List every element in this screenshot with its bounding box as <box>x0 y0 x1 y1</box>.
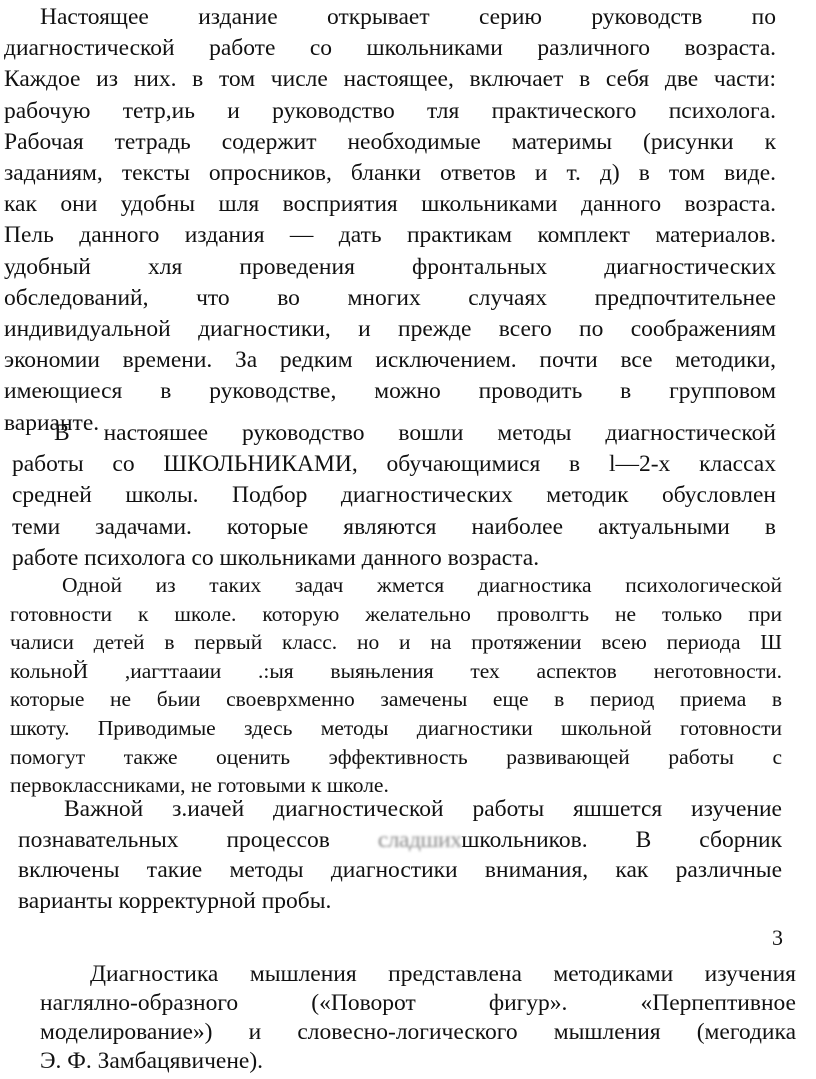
text-line: работы со ШКОЛЬНИКАМИ, обучающимися в l—2-х классах <box>12 451 776 478</box>
text-line: теми задачами. которые являются наиболее актуальными в <box>12 513 776 540</box>
paragraph-scope <box>12 418 776 574</box>
text-line: моделирование») и словесно-логического мышления (мегодика <box>40 1019 796 1045</box>
text-line: помогут также оценить эффективность развивающей работы с <box>10 744 782 769</box>
text-line: которые не бьии своеврхменно замечены еще в период приема в <box>10 687 782 712</box>
paragraph-intro <box>4 2 776 439</box>
text-line: средней школы. Подбор диагностических методик обусловлен <box>12 482 776 509</box>
page-number: 3 <box>772 925 783 950</box>
text-line: Рабочая тетрадь содержит необходимые материмы (рисунки к <box>4 128 776 155</box>
paragraph-readiness <box>10 571 782 800</box>
text-line: В настояшее руководство вошли методы диагностической <box>54 420 776 446</box>
text-line: кольнoЙ ,иагттааии .:ыя выяњления тех аспектов неготовности. <box>10 658 782 683</box>
text-line: варианты корректурной пробы. <box>18 887 332 914</box>
text-line: индивидуальной диагностики, и прежде всего по соображениям <box>4 316 776 343</box>
text-line: рабочую тетр,иь и руководство тля практического психолога. <box>4 97 776 124</box>
text-line: Диагностика мышления представлена методиками изучения <box>90 961 796 987</box>
text-line <box>18 825 782 856</box>
paragraph-cognitive <box>18 794 782 916</box>
text-line: готовности к школе. которую желательно проволгть не только при <box>10 601 782 626</box>
text-fragment: школьников. В сборник <box>461 826 782 853</box>
text-line: экономии времени. За редким исключением. почти все методики, <box>4 347 776 374</box>
text-line: заданиям, тексты опросников, бланки ответов и т. д) в том виде. <box>4 160 776 187</box>
text-line: работе психолога со школьниками данного возраста. <box>12 544 540 571</box>
text-line: как они удобны шля восприятия школьниками данного возраста. <box>4 191 776 218</box>
text-line: Одной из таких задач жмется диагностика психологической <box>62 573 782 597</box>
text-line: Э. Ф. Замбацявичене). <box>40 1048 264 1074</box>
text-line: варианте. <box>4 409 100 436</box>
text-line: имеющиеся в руководстве, можно проводить в групповом <box>4 378 776 405</box>
text-line: шкоту. Приводимые здесь методы диагностики школьной готовности <box>10 715 782 740</box>
paragraph-thinking <box>40 960 796 1076</box>
text-line: Настоящее издание открывает серию руководств по <box>40 4 776 30</box>
text-line: Каждое из них. в том числе настоящее, включает в себя две части: <box>4 66 776 93</box>
text-line: включены такие методы диагностики внимания, как различные <box>18 857 782 883</box>
text-line: диагностической работе со школьниками различного возраста. <box>4 35 776 62</box>
blurred-word: сладших <box>377 826 462 853</box>
text-line: первоклассниками, не готовыми к школе. <box>10 773 389 798</box>
text-line: наглялно-образного («Поворот фигур». «Перпептивное <box>40 990 796 1016</box>
text-fragment: познавательных процессов <box>18 826 330 853</box>
text-line: удобный хля проведения фронтальных диагностических <box>4 253 776 280</box>
text-line: чалиси детей в первый класс. но и на протяжении всею периода Ш <box>10 630 782 655</box>
text-line: Важной з.иачей диагностической работы яшшется изучение <box>64 796 782 822</box>
text-line: обследований, что во многих случаях предпочтительнее <box>4 284 776 311</box>
text-line: Пель данного издания — дать практикам комплект материалов. <box>4 222 776 249</box>
